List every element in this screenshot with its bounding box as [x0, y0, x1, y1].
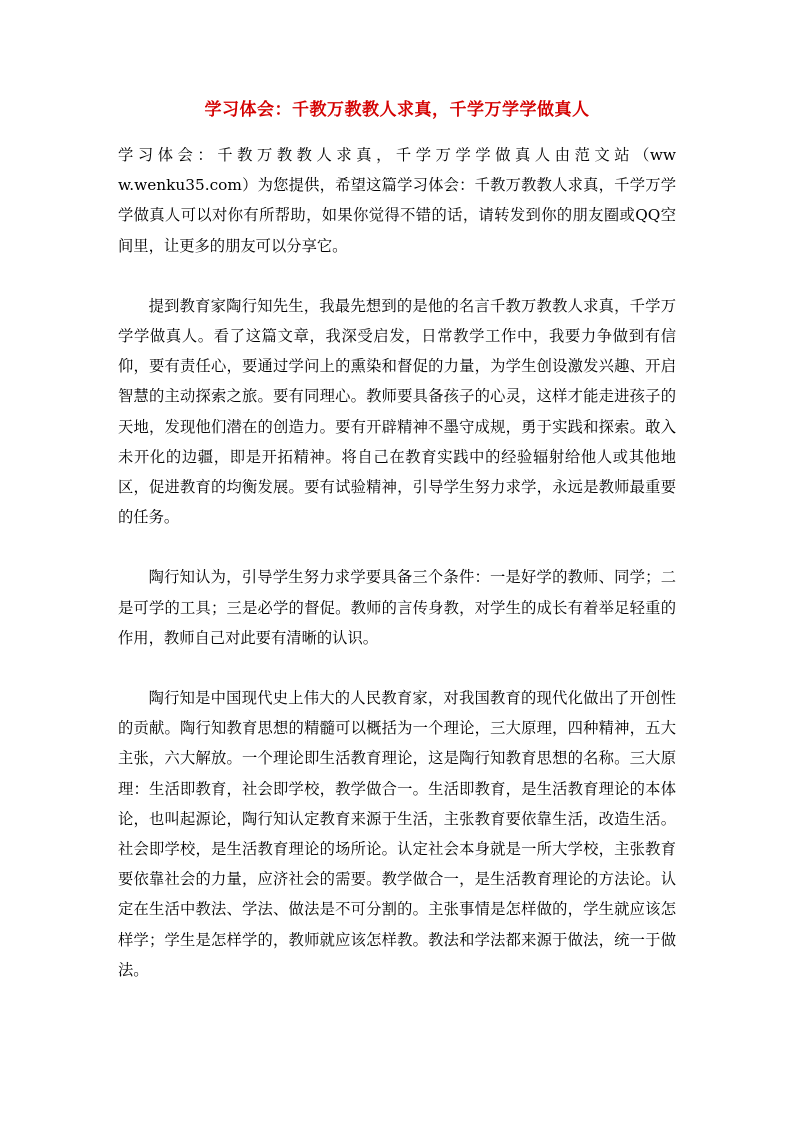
- body-paragraph-2: 陶行知认为，引导学生努力求学要具备三个条件：一是好学的教师、同学；二是可学的工具；三是必学的督促。教师的言传身教，对学生的成长有着举足轻重的作用，教师自己对此要有清晰的认识。: [118, 568, 676, 647]
- paragraph-gap: [118, 653, 676, 683]
- intro-paragraph: [118, 140, 676, 261]
- paragraph-gap: [118, 532, 676, 562]
- body-paragraph-1: 提到教育家陶行知先生，我最先想到的是他的名言千教万教教人求真，千学万学学做真人。看了这篇文章，我深受启发，日常教学工作中，我要力争做到有信仰，要有责任心，要通过学问上的熏染和督促的力量，为学生创设激发兴趣、开启智慧的主动探索之旅。要有同理心。教师要具备孩子的心灵，这样才能走进孩子的天地，发现他们潜在的创造力。要有开辟精神不墨守成规，勇于实践和探索。敢入未开化的边疆，即是开拓精神。将自己在教育实践中的经验辐射给他人或其他地区，促进教育的均衡发展。要有试验精神，引导学生努力求学，永远是教师最重要的任务。: [118, 296, 676, 527]
- intro-rest: （www.wenku35.com）为您提供，希望这篇学习体会：千教万教教人求真，千学万学学做真人可以对你有所帮助，如果你觉得不错的话，请转发到你的朋友圈或QQ空间里，让更多的朋友可以分享它。: [118, 146, 677, 255]
- document-page: [118, 98, 676, 985]
- body-paragraph-3: 陶行知是中国现代史上伟大的人民教育家，对我国教育的现代化做出了开创性的贡献。陶行知教育思想的精髓可以概括为一个理论，三大原理，四种精神，五大主张，六大解放。一个理论即生活教育理论，这是陶行知教育思想的名称。三大原理：生活即教育，社会即学校，教学做合一。生活即教育，是生活教育理论的本体论，也叫起源论，陶行知认定教育来源于生活，主张教育要依靠生活，改造生活。社会即学校，是生活教育理论的场所论。认定社会本身就是一所大学校，主张教育要依靠社会的力量，应济社会的需要。教学做合一，是生活教育理论的方法论。认定在生活中教法、学法、做法是不可分割的。主张事情是怎样做的，学生就应该怎样学；学生是怎样学的，教师就应该怎样教。教法和学法都来源于做法，统一于做法。: [118, 689, 676, 979]
- document-title: 学习体会：千教万教教人求真，千学万学学做真人: [204, 100, 590, 120]
- paragraph-gap: [118, 261, 676, 291]
- intro-lead: 学习体会：千教万教教人求真，千学万学学做真人由范文站: [118, 146, 635, 164]
